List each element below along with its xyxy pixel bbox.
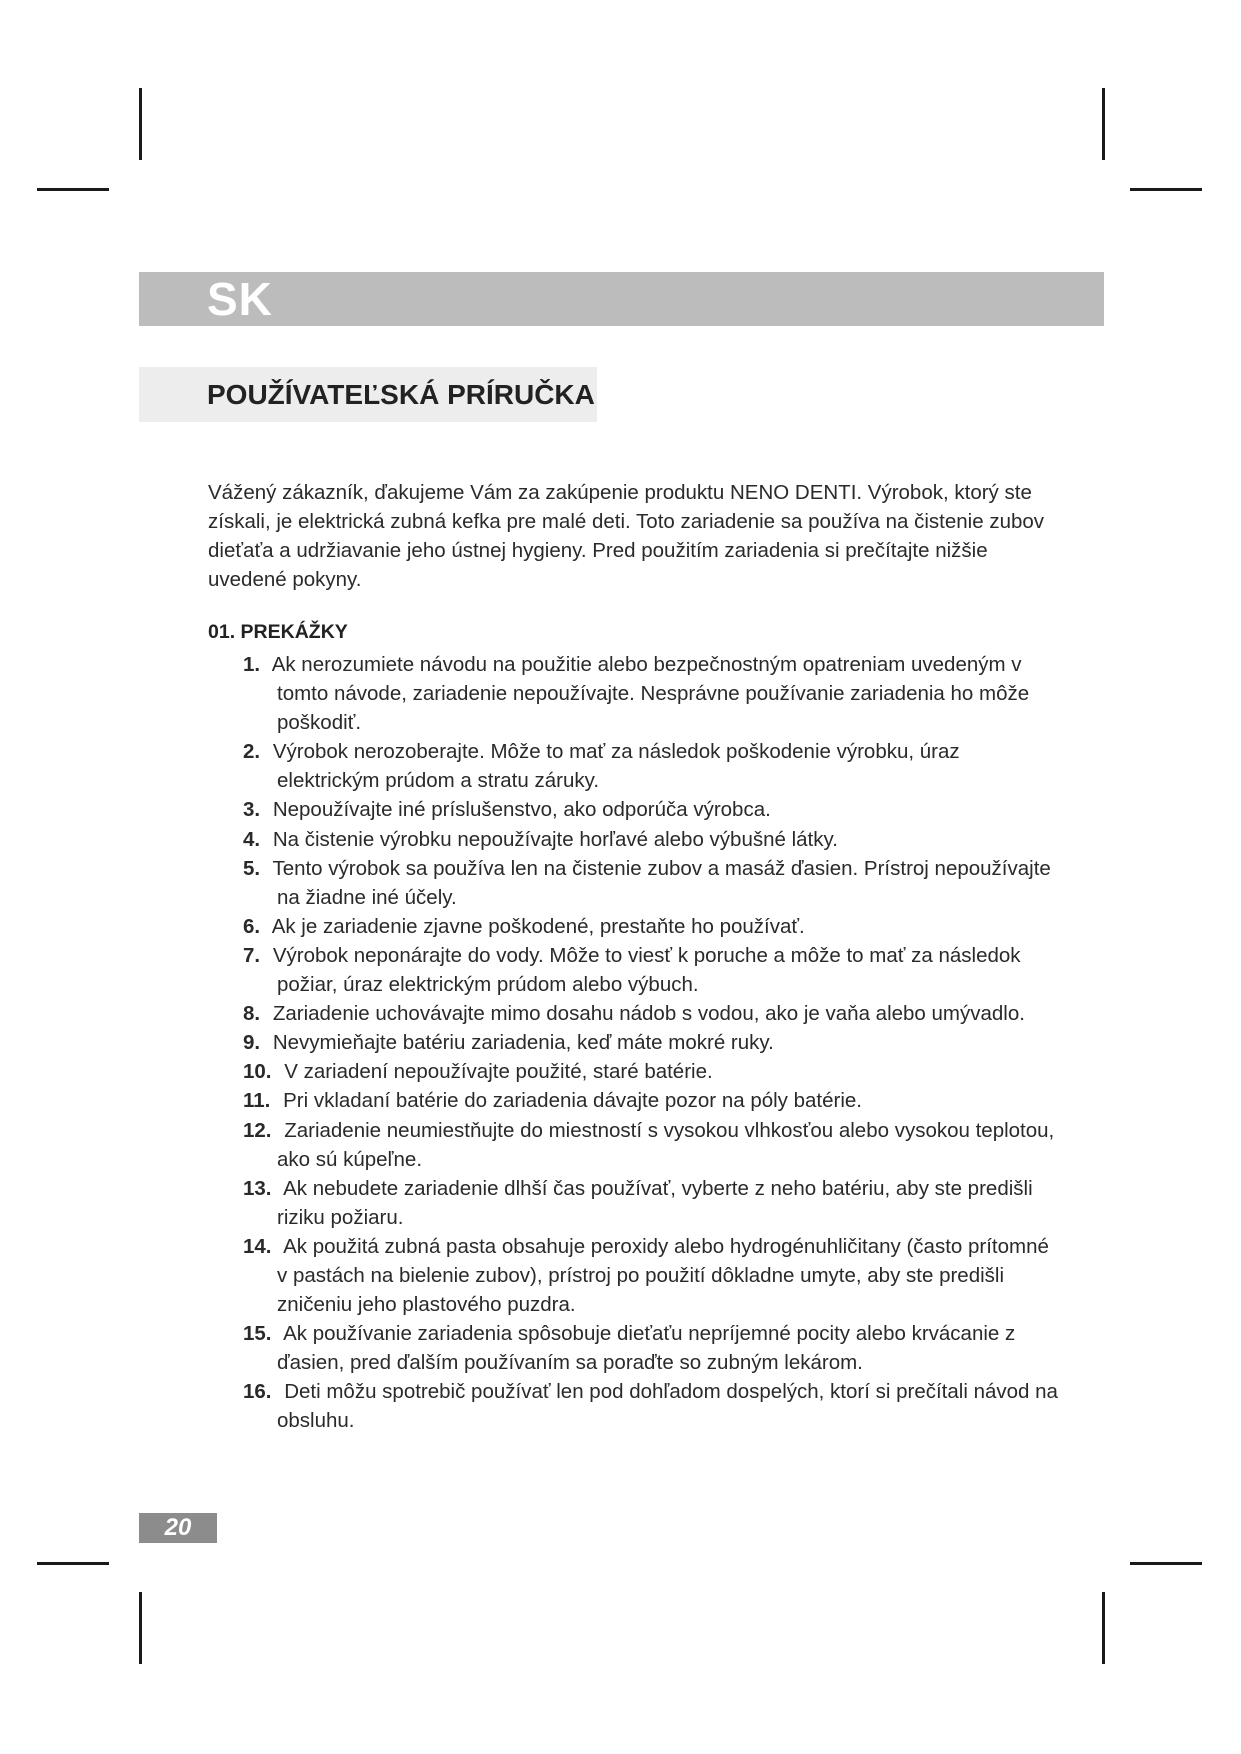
crop-mark-bottom-right-horizontal xyxy=(1130,1562,1202,1565)
warnings-list xyxy=(243,650,1063,1436)
list-item xyxy=(243,941,1063,999)
list-item-number: 3. xyxy=(243,798,261,822)
list-item-number: 16. xyxy=(243,1380,272,1404)
section-heading: 01. PREKÁŽKY xyxy=(208,621,348,643)
list-item-text: Pri vkladaní batérie do zariadenia dávajte pozor na póly batérie. xyxy=(283,1089,862,1113)
list-item xyxy=(243,825,1063,854)
list-item-text: Výrobok neponárajte do vody. Môže to viesť k poruche a môže to mať za následok požiar, úraz elektrickým prúdom alebo výbuch. xyxy=(272,943,1021,997)
page-number: 20 xyxy=(139,1513,217,1543)
list-item xyxy=(243,795,1063,824)
list-item-text: Nevymieňajte batériu zariadenia, keď máte mokré ruky. xyxy=(272,1031,774,1055)
list-item-number: 4. xyxy=(243,827,261,851)
list-item-number: 12. xyxy=(243,1118,272,1142)
crop-mark-top-right-horizontal xyxy=(1130,188,1202,191)
list-item-number: 15. xyxy=(243,1322,272,1346)
list-item-number: 1. xyxy=(243,653,261,676)
intro-paragraph: Vážený zákazník, ďakujeme Vám za zakúpenie produktu NENO DENTI. Výrobok, ktorý ste získali, je elektrická zubná kefka pre malé deti. Toto zariadenie sa používa na čistenie zubov dieťaťa a udržiavanie jeho ústnej hygieny. Pred použitím zariadenia si prečítajte nižšie uvedené pokyny. xyxy=(208,481,1045,591)
list-item-text: Ak nerozumiete návodu na použitie alebo bezpečnostným opatreniam uvedeným v tomto návode, zariadenie nepoužívajte. Nesprávne používanie zariadenia ho môže poškodiť. xyxy=(271,653,1030,735)
list-item-text: Ak použitá zubná pasta obsahuje peroxidy alebo hydrogénuhličitany (často prítomné v pastách na bielenie zubov), prístroj po použití dôkladne umyte, aby ste predišli zničeniu jeho plastového puzdra. xyxy=(277,1234,1049,1317)
list-item-text: Ak nebudete zariadenie dlhší čas používať, vyberte z neho batériu, aby ste predišli riziku požiaru. xyxy=(277,1176,1033,1229)
list-item-text: Deti môžu spotrebič používať len pod dohľadom dospelých, ktorí si prečítali návod na obsluhu. xyxy=(277,1380,1058,1433)
page-title: POUŽÍVATEĽSKÁ PRÍRUČKA xyxy=(207,379,595,410)
list-item-text: Tento výrobok sa používa len na čistenie zubov a masáž ďasien. Prístroj nepoužívajte na žiadne iné účely. xyxy=(272,856,1051,909)
list-item xyxy=(243,1174,1063,1232)
list-item xyxy=(243,854,1063,912)
list-item-number: 8. xyxy=(243,1002,261,1026)
crop-mark-bottom-right-vertical xyxy=(1102,1592,1105,1664)
list-item xyxy=(243,1232,1063,1319)
list-item-number: 11. xyxy=(243,1089,271,1113)
list-item xyxy=(243,1377,1063,1435)
list-item-text: Ak je zariadenie zjavne poškodené, prestaňte ho používať. xyxy=(271,914,805,938)
crop-mark-top-right-vertical xyxy=(1102,88,1105,160)
list-item xyxy=(243,650,1063,737)
list-item-text: Zariadenie uchovávajte mimo dosahu nádob s vodou, ako je vaňa alebo umývadlo. xyxy=(272,1002,1025,1026)
list-item xyxy=(243,737,1063,795)
crop-mark-bottom-left-vertical xyxy=(139,1592,142,1664)
list-item xyxy=(243,1319,1063,1377)
list-item-number: 10. xyxy=(243,1060,272,1084)
page-title-box xyxy=(139,367,597,422)
list-item-text: Ak používanie zariadenia spôsobuje dieťaťu nepríjemné pocity alebo krvácanie z ďasien, pred ďalším používaním sa poraďte so zubným lekárom. xyxy=(277,1322,1016,1375)
crop-mark-bottom-left-horizontal xyxy=(37,1562,109,1565)
list-item-text: V zariadení nepoužívajte použité, staré batérie. xyxy=(284,1060,713,1084)
list-item xyxy=(243,1057,1063,1086)
list-item-text: Výrobok nerozoberajte. Môže to mať za následok poškodenie výrobku, úraz elektrickým prúdom a stratu záruky. xyxy=(272,740,960,793)
crop-mark-top-left-horizontal xyxy=(37,188,109,191)
crop-mark-top-left-vertical xyxy=(139,88,142,160)
list-item-number: 6. xyxy=(243,914,261,938)
list-item-text: Na čistenie výrobku nepoužívajte horľavé alebo výbušné látky. xyxy=(272,827,838,851)
language-bar xyxy=(139,272,1104,326)
language-code: SK xyxy=(207,273,273,325)
list-item-number: 2. xyxy=(243,740,261,764)
list-item-text: Nepoužívajte iné príslušenstvo, ako odporúča výrobca. xyxy=(272,798,771,822)
list-item xyxy=(243,999,1063,1028)
list-item xyxy=(243,1086,1063,1115)
list-item xyxy=(243,1116,1063,1174)
list-item xyxy=(243,912,1063,941)
list-item-number: 7. xyxy=(243,943,261,967)
list-item-number: 13. xyxy=(243,1176,272,1200)
list-item-text: Zariadenie neumiestňujte do miestností s vysokou vlhkosťou alebo vysokou teplotou, ako sú kúpeľne. xyxy=(277,1118,1055,1171)
list-item-number: 5. xyxy=(243,856,261,880)
list-item-number: 14. xyxy=(243,1234,272,1258)
list-item xyxy=(243,1028,1063,1057)
list-item-number: 9. xyxy=(243,1031,261,1055)
